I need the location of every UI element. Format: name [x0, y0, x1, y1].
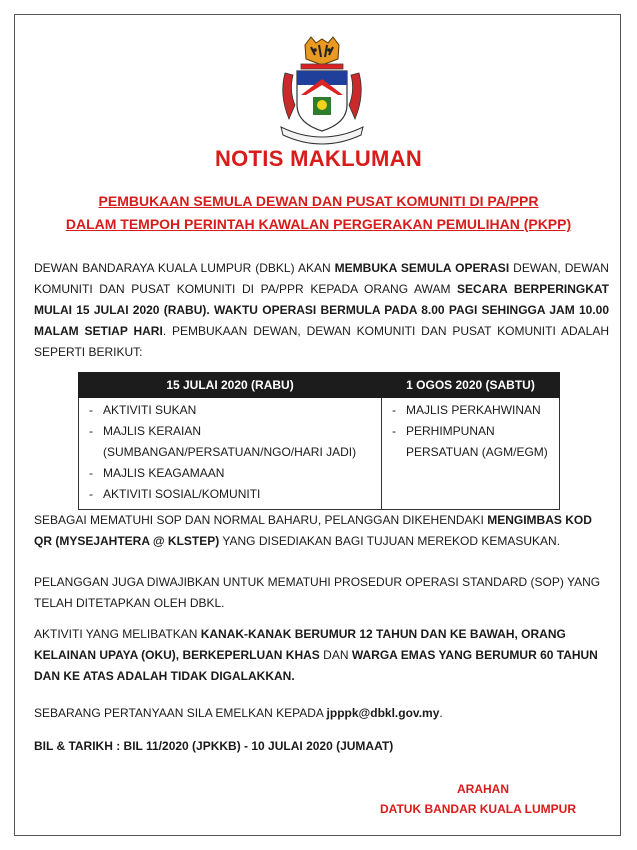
list-item: - MAJLIS PERKAHWINAN: [392, 403, 541, 417]
activity-paragraph: AKTIVITI YANG MELIBATKAN KANAK-KANAK BERUMUR 12 TAHUN DAN KE BAWAH, ORANG KELAINAN UPAYA (OKU), BERKEPERLUAN KHAS DAN WARGA EMAS YANG BERUMUR 60 TAHUN DAN KE ATAS ADALAH TIDAK DIGALAKKAN.: [34, 627, 598, 683]
procedure-paragraph: PELANGGAN JUGA DIWAJIBKAN UNTUK MEMATUHI PROSEDUR OPERASI STANDARD (SOP) YANG TELAH DITETAPKAN OLEH DBKL.: [34, 575, 601, 610]
contact-email-link[interactable]: jpppk@dbkl.gov.my: [326, 706, 440, 720]
signatory-title: DATUK BANDAR KUALA LUMPUR: [380, 802, 576, 816]
table-cell: [382, 398, 560, 510]
email-paragraph: SEBARANG PERTANYAAN SILA EMELKAN KEPADA jpppk@dbkl.gov.my.: [34, 706, 443, 720]
table-header: 15 JULAI 2020 (RABU): [79, 373, 382, 398]
reference-line: BIL & TARIKH : BIL 11/2020 (JPKKB) - 10 JULAI 2020 (JUMAAT): [34, 739, 394, 753]
list-item: - AKTIVITI SUKAN: [89, 403, 197, 417]
list-item: - AKTIVITI SOSIAL/KOMUNITI: [89, 487, 261, 501]
table-cell: [79, 398, 382, 510]
notice-subtitle: PEMBUKAAN SEMULA DEWAN DAN PUSAT KOMUNITI DI PA/PPR: [98, 193, 539, 209]
signature-label: ARAHAN: [457, 782, 509, 796]
sop-paragraph: SEBAGAI MEMATUHI SOP DAN NORMAL BAHARU, PELANGGAN DIKEHENDAKI MENGIMBAS KOD QR (MYSEJAHTERA @ KLSTEP) YANG DISEDIAKAN BAGI TUJUAN MEREKOD KEMASUKAN.: [34, 513, 592, 548]
table-header: 1 OGOS 2020 (SABTU): [382, 373, 560, 398]
tiger-head-icon: [305, 37, 339, 65]
list-item: - MAJLIS KEAGAMAAN: [89, 466, 225, 480]
list-item-continuation: PERSATUAN (AGM/EGM): [406, 445, 548, 459]
list-item: - MAJLIS KERAIAN: [89, 424, 202, 438]
schedule-table: [78, 372, 560, 510]
intro-paragraph: DEWAN BANDARAYA KUALA LUMPUR (DBKL) AKAN MEMBUKA SEMULA OPERASI DEWAN, DEWAN KOMUNITI DAN PUSAT KOMUNITI DI PA/PPR KEPADA ORANG AWAM SECARA BERPERINGKAT MULAI 15 JULAI 2020 (RABU). WAKTU OPERASI BERMULA PADA 8.00 PAGI SEHINGGA JAM 10.00 MALAM SETIAP HARI. PEMBUKAAN DEWAN, DEWAN KOMUNITI DAN PUSAT KOMUNITI ADALAH SEPERTI BERIKUT:: [34, 261, 609, 359]
notice-subtitle: DALAM TEMPOH PERINTAH KAWALAN PERGERAKAN PEMULIHAN (PKPP): [65, 216, 572, 232]
notice-title: NOTIS MAKLUMAN: [214, 146, 423, 171]
list-item: - PERHIMPUNAN: [392, 424, 495, 438]
list-item-continuation: (SUMBANGAN/PERSATUAN/NGO/HARI JADI): [103, 445, 357, 459]
dbkl-crest-logo: [275, 35, 369, 147]
